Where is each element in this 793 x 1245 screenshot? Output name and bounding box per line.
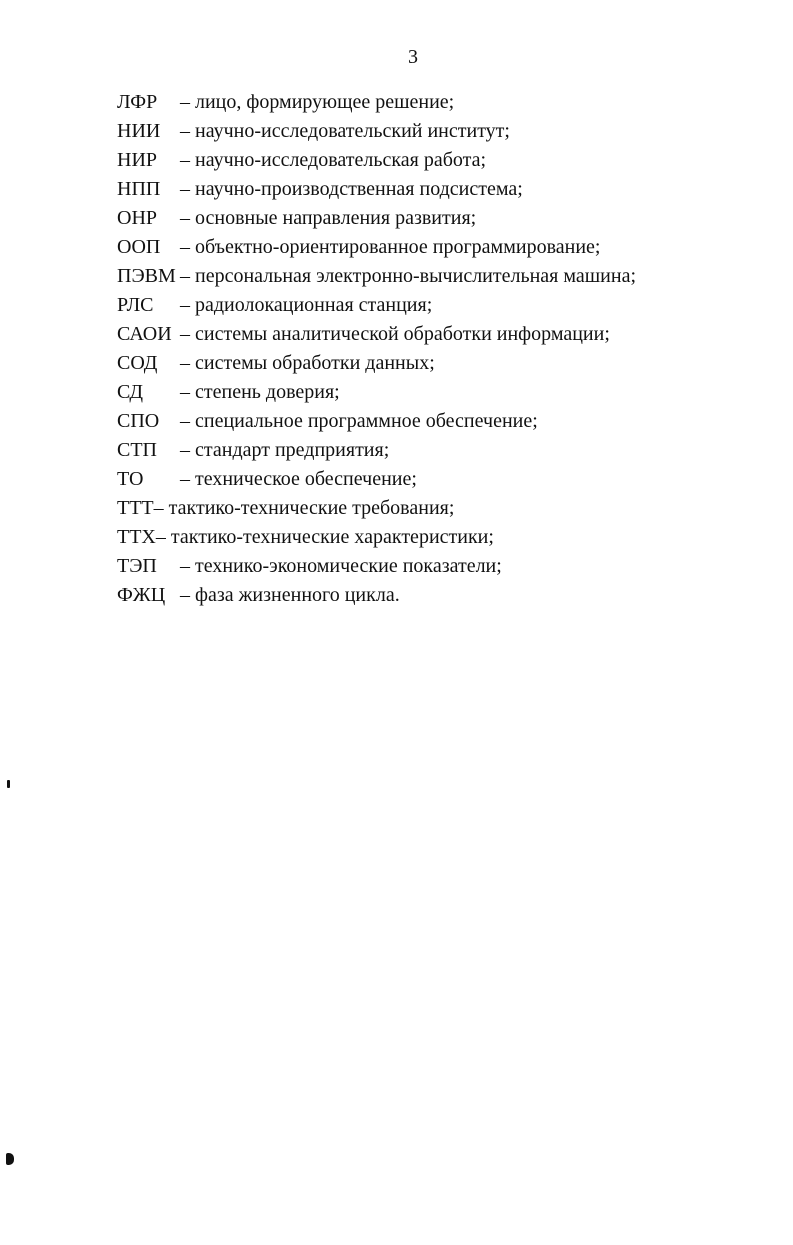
abbreviation-item: [117, 436, 777, 465]
abbreviation-definition: – научно-производственная подсистема;: [180, 178, 523, 200]
abbreviation-term: СД: [117, 381, 143, 403]
abbreviation-term: ФЖЦ: [117, 584, 166, 606]
page-number: 3: [408, 46, 418, 68]
abbreviation-definition: – научно-исследовательская работа;: [180, 149, 487, 171]
abbreviation-definition: – специальное программное обеспечение;: [180, 410, 538, 432]
abbreviation-definition: – технико-экономические показатели;: [180, 555, 502, 577]
abbreviation-item: [117, 204, 777, 233]
abbreviation-definition: – тактико-технические требования;: [153, 497, 455, 519]
abbreviation-item: [117, 407, 777, 436]
abbreviation-item: [117, 465, 777, 494]
abbreviation-definition: – техническое обеспечение;: [180, 468, 417, 490]
abbreviation-term: СПО: [117, 410, 160, 432]
abbreviation-item: [117, 552, 777, 581]
abbreviation-definition: – фаза жизненного цикла.: [180, 584, 400, 606]
abbreviation-definition: – лицо, формирующее решение;: [180, 91, 455, 113]
abbreviation-definition: – системы обработки данных;: [180, 352, 435, 374]
abbreviation-definition: – основные направления развития;: [180, 207, 477, 229]
abbreviation-item: [117, 320, 777, 349]
scan-speck: [7, 780, 10, 788]
abbreviation-term: СОД: [117, 352, 158, 374]
abbreviation-list: [117, 88, 777, 610]
abbreviation-term: СТП: [117, 439, 157, 461]
abbreviation-item: [117, 378, 777, 407]
abbreviation-term: НИИ: [117, 120, 161, 142]
abbreviation-item: [117, 494, 777, 523]
abbreviation-definition: – персональная электронно-вычислительная машина;: [180, 265, 637, 287]
abbreviation-item: [117, 117, 777, 146]
abbreviation-item: [117, 146, 777, 175]
abbreviation-term: ООП: [117, 236, 161, 258]
abbreviation-definition: – радиолокационная станция;: [180, 294, 433, 316]
abbreviation-item: [117, 523, 777, 552]
abbreviation-item: [117, 581, 777, 610]
scan-speck: [6, 1153, 14, 1165]
abbreviation-item: [117, 349, 777, 378]
abbreviation-item: [117, 262, 777, 291]
abbreviation-term: НИР: [117, 149, 158, 171]
abbreviation-term: ТТТ: [117, 497, 154, 519]
abbreviation-definition: – степень доверия;: [180, 381, 340, 403]
abbreviation-term: САОИ: [117, 323, 172, 345]
abbreviation-definition: – объектно-ориентированное программирование;: [180, 236, 601, 258]
abbreviation-definition: – стандарт предприятия;: [180, 439, 390, 461]
abbreviation-item: [117, 233, 777, 262]
abbreviation-term: НПП: [117, 178, 161, 200]
abbreviation-term: РЛС: [117, 294, 154, 316]
abbreviation-term: ТЭП: [117, 555, 157, 577]
abbreviation-term: ЛФР: [117, 91, 158, 113]
abbreviation-definition: – научно-исследовательский институт;: [180, 120, 510, 142]
abbreviation-term: ТО: [117, 468, 144, 490]
abbreviation-item: [117, 88, 777, 117]
abbreviation-item: [117, 291, 777, 320]
abbreviation-item: [117, 175, 777, 204]
abbreviation-definition: – тактико-технические характеристики;: [155, 526, 494, 548]
abbreviation-definition: – системы аналитической обработки информации;: [180, 323, 610, 345]
abbreviation-term: ОНР: [117, 207, 158, 229]
abbreviation-term: ПЭВМ: [117, 265, 176, 287]
abbreviation-term: ТТХ: [117, 526, 156, 548]
